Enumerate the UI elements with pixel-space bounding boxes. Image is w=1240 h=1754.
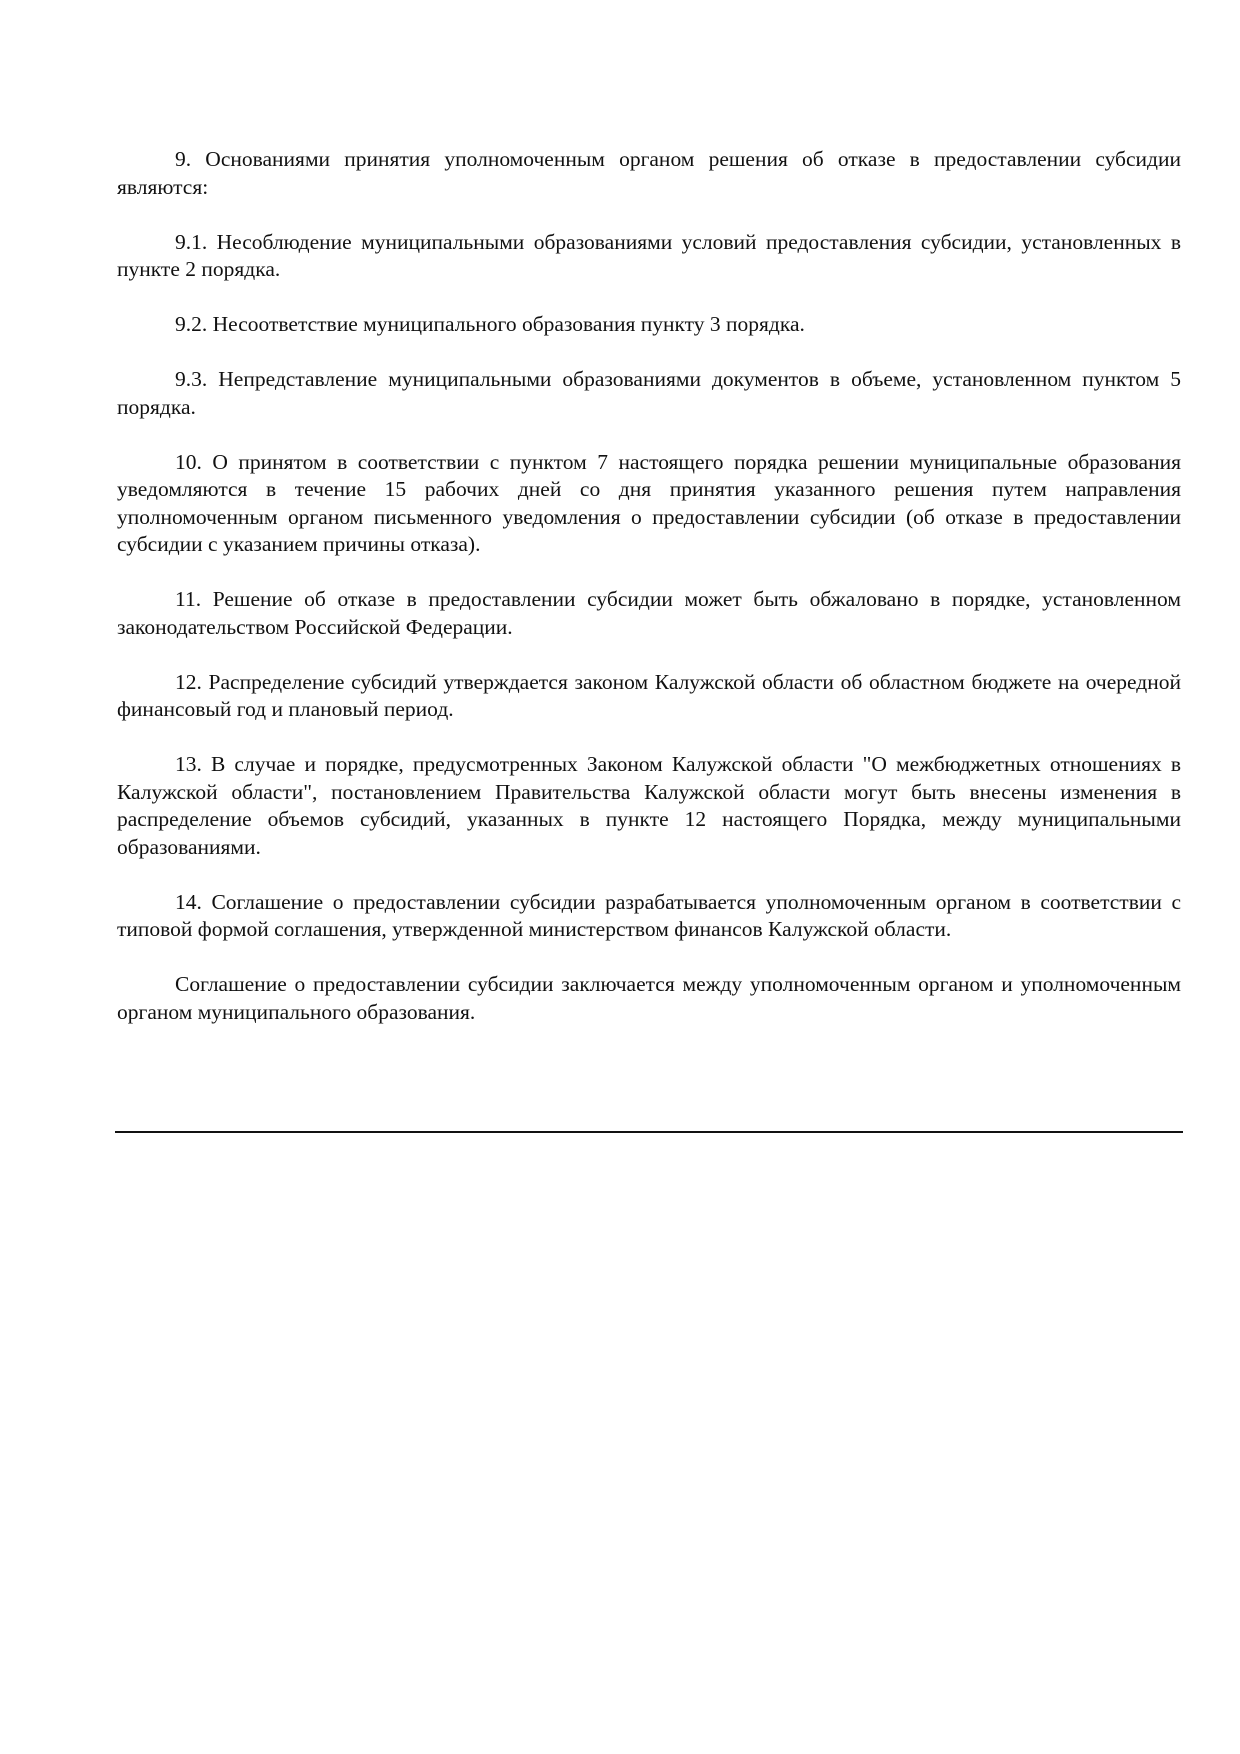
paragraph-9-3: 9.3. Непредставление муниципальными образованиями документов в объеме, установленном пунктом 5 порядка. xyxy=(117,367,1181,419)
paragraph-13: 13. В случае и порядке, предусмотренных Законом Калужской области "О межбюджетных отношениях в Калужской области", постановлением Правительства Калужской области могут быть внесены изменения в распределение объемов субсидий, указанных в пункте 12 настоящего Порядка, между муниципальными образованиями. xyxy=(117,752,1181,859)
paragraph-14: 14. Соглашение о предоставлении субсидии разрабатывается уполномоченным органом в соответствии с типовой формой соглашения, утвержденной министерством финансов Калужской области. xyxy=(117,889,1181,941)
horizontal-divider xyxy=(115,1131,1183,1133)
paragraph-9: 9. Основаниями принятия уполномоченным органом решения об отказе в предоставлении субсидии являются: xyxy=(117,147,1181,199)
document-body xyxy=(117,146,1181,1054)
paragraph-9-1: 9.1. Несоблюдение муниципальными образованиями условий предоставления субсидии, установленных в пункте 2 порядка. xyxy=(117,229,1181,281)
paragraph-14-agreement: Соглашение о предоставлении субсидии заключается между уполномоченным органом и уполномоченным органом муниципального образования. xyxy=(117,972,1181,1024)
paragraph-10: 10. О принятом в соответствии с пунктом 7 настоящего порядка решении муниципальные образования уведомляются в течение 15 рабочих дней со дня принятия указанного решения путем направления уполномоченным органом письменного уведомления о предоставлении субсидии (об отказе в предоставлении субсидии с указанием причины отказа). xyxy=(117,449,1181,556)
paragraph-9-2: 9.2. Несоответствие муниципального образования пункту 3 порядка. xyxy=(175,312,805,336)
paragraph-11: 11. Решение об отказе в предоставлении субсидии может быть обжаловано в порядке, установленном законодательством Российской Федерации. xyxy=(117,587,1181,639)
paragraph-12: 12. Распределение субсидий утверждается законом Калужской области об областном бюджете на очередной финансовый год и плановый период. xyxy=(117,669,1181,721)
